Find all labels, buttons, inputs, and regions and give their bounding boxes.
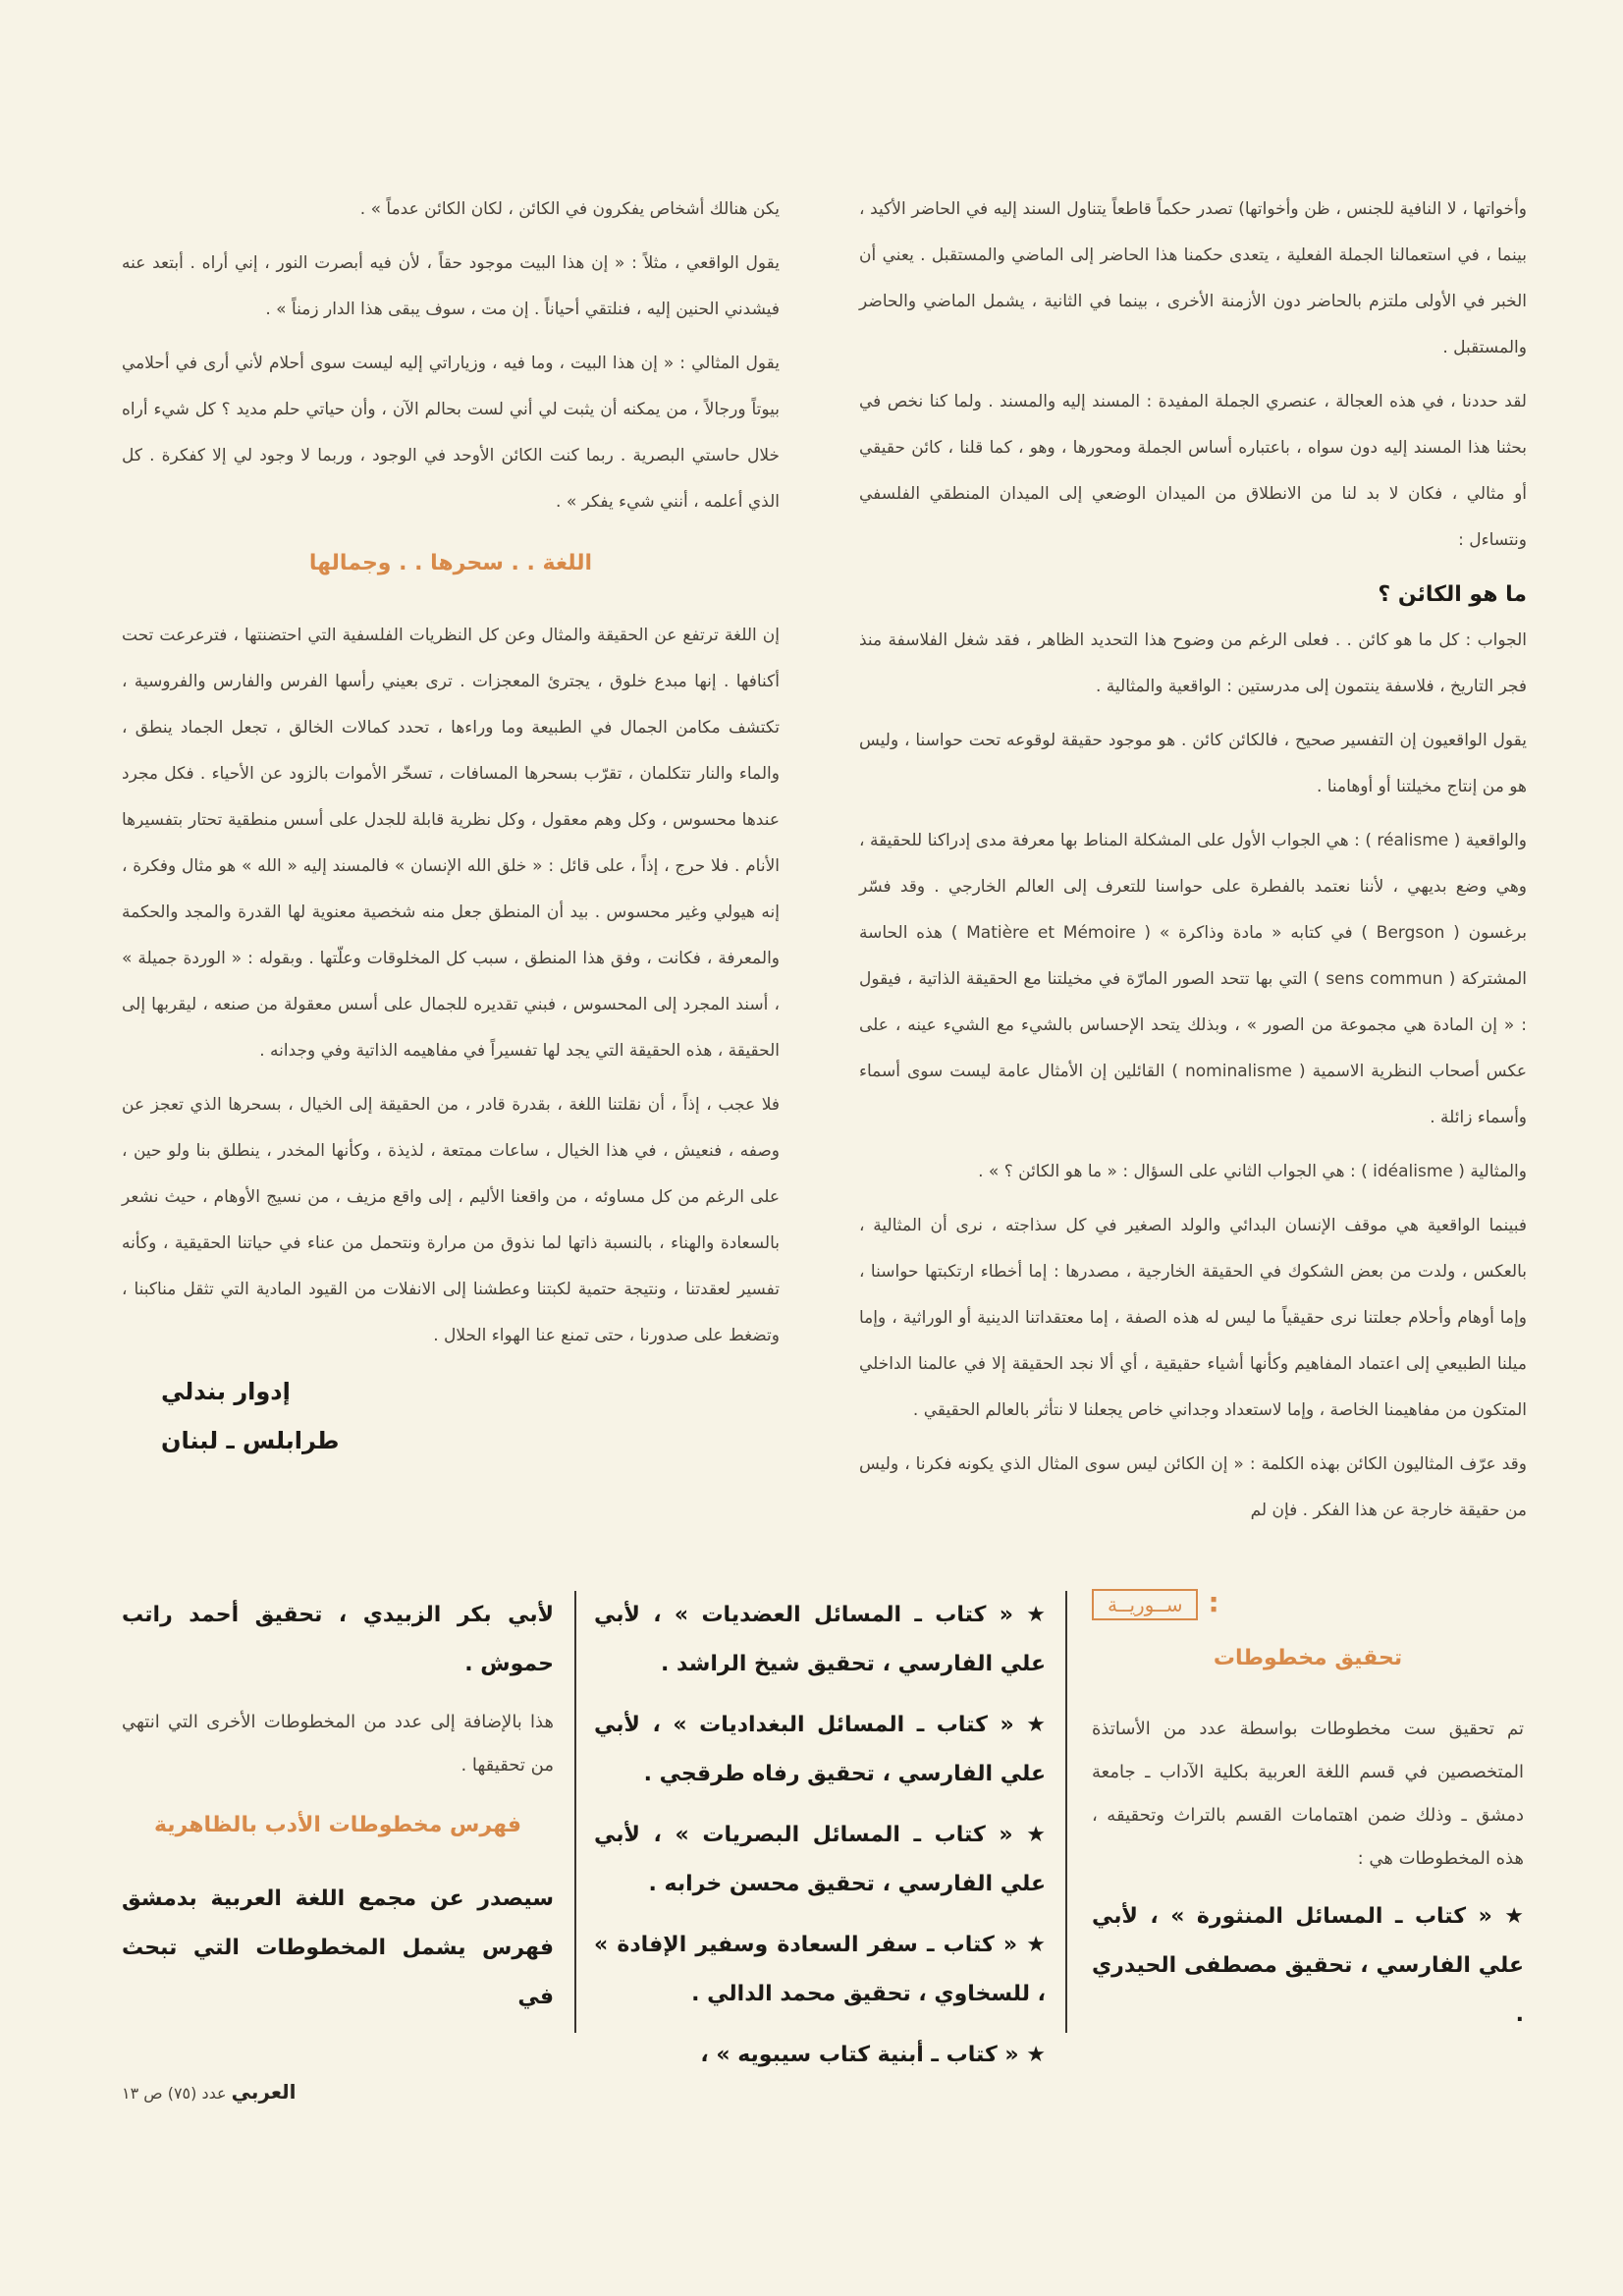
manuscript-item-5: ★ « كتاب ـ سفر السعادة وسفير الإفادة » ، للسخاوي ، تحقيق محمد الدالي .: [594, 1933, 1046, 2006]
left-paragraph-1: يكن هنالك أشخاص يفكرون في الكائن ، لكان الكائن عدماً » .: [359, 199, 780, 219]
left-paragraph-3: يقول المثالي : « إن هذا البيت ، وما فيه ، وزياراتي إليه ليست سوى أحلام لأني أرى في أحلامي بيوتاً ورجالاً ، من يمكنه أن يثبت لي أني لست بحالم الآن ، وأن حياتي حلم مديد ؟ كل شيء أراه خلال حاستي البصرية . ربما كنت الكائن الأوحد في الوجود ، وربما لا وجود لي إلا كفكرة . كل الذي أعلمه ، أنني شيء يفكر » .: [122, 354, 780, 512]
author-name: إدوار بندلي: [161, 1378, 291, 1405]
box-final-paragraph: سيصدر عن مجمع اللغة العربية بدمشق فهرس يشمل المخطوطات التي تبحث في: [122, 1886, 554, 2009]
section-title-language: اللغة . . سحرها . . وجمالها: [308, 551, 593, 575]
right-paragraph-8: وقد عرّف المثاليون الكائن بهذه الكلمة : « إن الكائن ليس سوى المثال الذي يكونه فكرنا ، وليس من حقيقة خارجة عن هذا الفكر . فإن لم: [859, 1454, 1527, 1520]
issue-page: عدد (٧٥) ص ١٣: [122, 2084, 227, 2103]
manuscript-item-3: ★ « كتاب ـ المسائل البغداديات » ، لأبي علي الفارسي ، تحقيق رفاه طرقجي .: [594, 1713, 1046, 1786]
manuscript-item-6: ★ « كتاب ـ أبنية كتاب سيبويه » ،: [700, 2043, 1046, 2067]
box-title: تحقيق مخطوطات: [1213, 1646, 1403, 1670]
right-paragraph-7: فبينما الواقعية هي موقف الإنسان البدائي والولد الصغير في كل سذاجته ، نرى أن المثالية ، بالعكس ، ولدت من بعض الشكوك في الحقيقة الخارجية ، مصدرها : إما أخطاء ارتكبتها حواسنا ، وإما أوهام وأحلام جعلتنا نرى حقيقياً ما ليس له هذه الصفة ، إما معتقداتنا الدينية أو الوراثية ، وإما ميلنا الطبيعي إلى اعتماد المفاهيم وكأنها أشياء حقيقية ، أي ألا نجد الحقيقة إلا في عالمنا الداخلي المتكون من مفاهيمنا الخاصة ، وإما لاستعداد وجداني خاص يجعلنا لا نتأثر بالعالم الحقيقي .: [859, 1216, 1527, 1420]
question-heading: ما هو الكائن ؟: [1378, 582, 1527, 607]
right-column: [859, 187, 1527, 1542]
right-paragraph-4: يقول الواقعيون إن التفسير صحيح ، فالكائن كائن . هو موجود حقيقة لوقوعه تحت حواسنا ، وليس هو من إنتاج مخيلتنا أو أوهامنا .: [859, 731, 1527, 796]
box-left-column: [122, 1591, 554, 2044]
left-paragraph-5: فلا عجب ، إذاً ، أن نقلتنا اللغة ، بقدرة قادر ، من الحقيقة إلى الخيال ، بسحرها الذي تعجز عن وصفه ، فنعيش ، في هذا الخيال ، ساعات ممتعة ، لذيذة ، وكأنها المخدر ، ينطلق بنا ولو حين ، على الرغم من كل مساوئه ، من واقعنا الأليم ، إلى واقع مزيف ، من نسيج الأوهام ، حيث نشعر بالسعادة والهناء ، بالنسبة ذاتها لما نذوق من مرارة ونتحمل من عناء في حياتنا الحقيقية ، وكأنه تفسير لعقدتنا ، ونتيجة حتمية لكبتنا وعطشنا إلى الانفلات من القيود المادية التي تثقل مناكبنا ، وتضغط على صدورنا ، حتى تمنع عنا الهواء الحلال .: [122, 1095, 780, 1345]
right-paragraph-1: وأخواتها ، لا النافية للجنس ، ظن وأخواتها) تصدر حكماً قاطعاً يتناول السند إليه في الحاضر الأكيد ، بينما ، في استعمالنا الجملة الفعلية ، يتعدى حكمنا هذا الحاضر إلى الماضي والمستقبل . يعني أن الخبر في الأولى ملتزم بالحاضر دون الأزمنة الأخرى ، بينما في الثانية ، يشمل الماضي والحاضر والمستقبل .: [859, 199, 1527, 357]
left-paragraph-4: إن اللغة ترتفع عن الحقيقة والمثال وعن كل النظريات الفلسفية التي احتضنتها ، فترعرعت تحت أكنافها . إنها مبدع خلوق ، يجترئ المعجزات . ترى بعيني رأسها الفرس والفارس والفروسية ، تكتشف مكامن الجمال في الطبيعة وما وراءها ، تحدد كمالات الخالق ، تجعل الجماد ينطق ، والماء والنار تتكلمان ، تقرّب بسحرها المسافات ، تسخّر الأموات بالزود عن الأحياء . فكل مجرد عندها محسوس ، وكل وهم معقول ، وكل نظرية قابلة للجدل على أسس منطقية تحتار بتفسيرها الأنام . فلا حرج ، إذاً ، على قائل : « خلق الله الإنسان » فالمسند إليه « الله » هو مثال وفكرة ، إنه هيولي وغير محسوس . بيد أن المنطق جعل منه شخصية معنوية لها القدرة والمجد والحكمة والمعرفة ، فكانت ، وفق هذا المنطق ، سبب كل المخلوقات وعلّتها . وبقوله : « الوردة جميلة » ، أسند المجرد إلى المحسوس ، فبني تقديره للجمال على أسس معقولة من صنعه ، ليقربها إلى الحقيقة ، هذه الحقيقة التي يجد لها تفسيراً في مفاهيمه الذاتية وفي وجدانه .: [122, 626, 780, 1061]
right-paragraph-3: الجواب : كل ما هو كائن . . فعلى الرغم من وضوح هذا التحديد الظاهر ، فقد شغل الفلاسفة منذ فجر التاريخ ، فلاسفة ينتمون إلى مدرستين : الواقعية والمثالية .: [859, 630, 1527, 696]
left-paragraph-2: يقول الواقعي ، مثلاً : « إن هذا البيت موجود حقاً ، لأن فيه أبصرت النور ، إني أراه . أبتعد عنه فيشدني الحنين إليه ، فنلتقي أحياناً . إن مت ، سوف يبقى هذا الدار زمناً » .: [122, 253, 780, 319]
country-badge-row: [1092, 1586, 1524, 1620]
box-right-column: [1092, 1586, 1524, 2051]
signature: [122, 1367, 780, 1465]
manuscript-item-4: ★ « كتاب ـ المسائل البصريات » ، لأبي علي الفارسي ، تحقيق محسن خرابه .: [594, 1823, 1046, 1896]
column-divider-left: [574, 1591, 576, 2033]
badge-colon: :: [1208, 1586, 1219, 1618]
box-intro: تم تحقيق ست مخطوطات بواسطة عدد من الأساتذة المتخصصين في قسم اللغة العربية بكلية الآداب ـ جامعة دمشق ـ وذلك ضمن اهتمامات القسم بالتراث وتحقيقه ، هذه المخطوطات هي :: [1092, 1719, 1524, 1869]
right-paragraph-2: لقد حددنا ، في هذه العجالة ، عنصري الجملة المفيدة : المسند إليه والمسند . ولما كنا نخص في بحثنا هذا المسند إليه دون سواه ، باعتباره أساس الجملة ومحورها ، وهو ، كما قلنا ، كائن حقيقي أو مثالي ، فكان لا بد لنا من الانطلاق من الميدان الوضعي إلى الميدان المنطقي الفلسفي ونتساءل :: [859, 392, 1527, 550]
box-middle-column: [594, 1591, 1046, 2092]
left-column: [122, 187, 780, 1465]
box-title-2: فهرس مخطوطات الأدب بالظاهرية: [153, 1813, 522, 1837]
page-footer: [122, 2080, 296, 2104]
magazine-logo: العربي: [231, 2080, 297, 2104]
manuscript-item-1: ★ « كتاب ـ المسائل المنثورة » ، لأبي علي الفارسي ، تحقيق مصطفى الحيدري .: [1092, 1904, 1524, 2027]
author-place: طرابلس ـ لبنان: [161, 1427, 340, 1454]
manuscript-item-2: ★ « كتاب ـ المسائل العضديات » ، لأبي علي الفارسي ، تحقيق شيخ الراشد .: [594, 1603, 1046, 1676]
column-divider-right: [1065, 1591, 1067, 2033]
manuscript-item-6-continued: لأبي بكر الزبيدي ، تحقيق أحمد راتب حموش .: [122, 1603, 554, 1676]
box-extra-note: هذا بالإضافة إلى عدد من المخطوطات الأخرى التي انتهي من تحقيقها .: [122, 1712, 554, 1776]
right-paragraph-5: والواقعية ( réalisme ) : هي الجواب الأول على المشكلة المناط بها معرفة مدى إدراكنا للحقيقة ، وهي وضع بديهي ، لأننا نعتمد بالفطرة على حواسنا للتعرف إلى العالم الخارجي . وقد فسّر برغسون ( Bergson ) في كتابه « مادة وذاكرة » ( Matière et Mémoire ) هذه الحاسة المشتركة ( sens commun ) التي بها تتحد الصور المارّة في مخيلتنا مع الحقيقة الذاتية ، فيقول : « إن المادة هي مجموعة من الصور » ، وبذلك يتحد الإحساس بالشيء مع الشيء عينه ، على عكس أصحاب النظرية الاسمية ( nominalisme ) القائلين إن الأمثال عامة ليست سوى أسماء وأسماء زائلة .: [859, 831, 1528, 1127]
country-badge: ســوريــة: [1092, 1589, 1198, 1620]
right-paragraph-6: والمثالية ( idéalisme ) : هي الجواب الثاني على السؤال : « ما هو الكائن ؟ » .: [978, 1162, 1527, 1181]
